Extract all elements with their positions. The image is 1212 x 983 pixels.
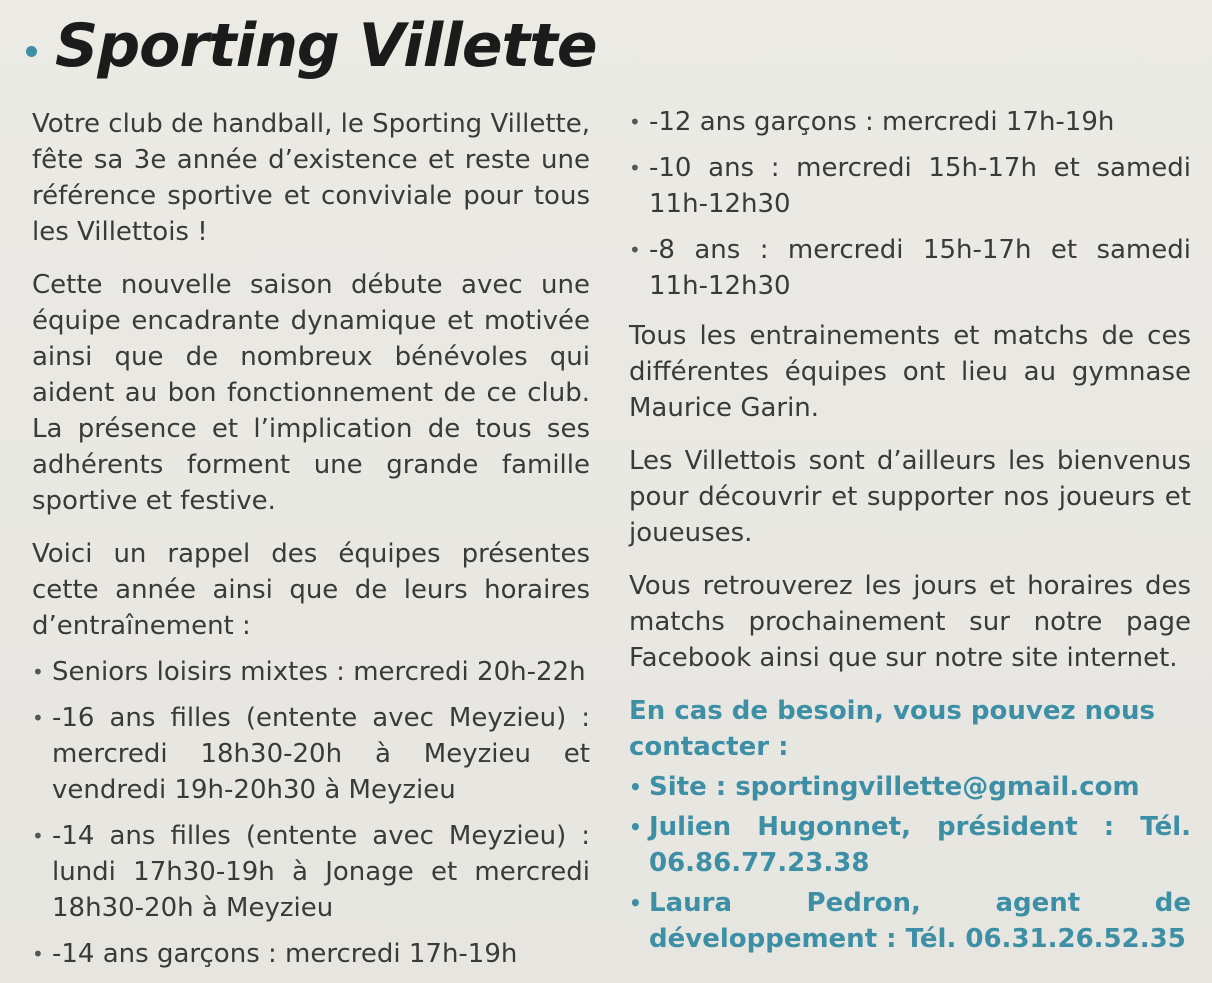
list-item: • -12 ans garçons : mercredi 17h-19h xyxy=(629,104,1191,140)
venue-paragraph: Tous les entrainements et matchs de ces différentes équipes ont lieu au gymnase Maurice Garin. xyxy=(629,321,1191,423)
schedule-paragraph: Vous retrouverez les jours et horaires des matchs prochainement sur notre page Facebook ainsi que sur notre site internet. xyxy=(629,571,1191,673)
teams-list-left xyxy=(32,654,590,972)
teams-list-right xyxy=(629,104,1191,304)
contact-president: • Julien Hugonnet, président : Tél. 06.86.77.23.38 xyxy=(629,809,1191,881)
contact-agent: • Laura Pedron, agent de développement : Tél. 06.31.26.52.35 xyxy=(629,885,1191,957)
list-item: • -16 ans filles (entente avec Meyzieu) : mercredi 18h30-20h à Meyzieu et vendredi 19h-20h30 à Meyzieu xyxy=(32,700,590,808)
teams-intro-paragraph: Voici un rappel des équipes présentes cette année ainsi que de leurs horaires d’entraînement : xyxy=(32,539,590,641)
contact-heading: En cas de besoin, vous pouvez nous contacter : xyxy=(629,696,1155,762)
list-item: • -14 ans garçons : mercredi 17h-19h xyxy=(32,936,590,972)
list-item: • -8 ans : mercredi 15h-17h et samedi 11h-12h30 xyxy=(629,232,1191,304)
list-item: • -14 ans filles (entente avec Meyzieu) : lundi 17h30-19h à Jonage et mercredi 18h30-20h à Meyzieu xyxy=(32,818,590,926)
bullet-dot-icon xyxy=(26,46,37,57)
list-item: • -10 ans : mercredi 15h-17h et samedi 11h-12h30 xyxy=(629,150,1191,222)
contact-site: • Site : sportingvillette@gmail.com xyxy=(629,769,1191,805)
title-row xyxy=(26,10,597,82)
season-paragraph: Cette nouvelle saison débute avec une équipe encadrante dynamique et motivée ainsi que de nombreux bénévoles qui aident au bon fonctionnement de ce club. La présence et l’implication de tous ses adhérents forment une grande famille sportive et festive. xyxy=(32,270,590,516)
left-column xyxy=(32,106,590,982)
contact-list xyxy=(629,769,1191,957)
list-item: • Seniors loisirs mixtes : mercredi 20h-22h xyxy=(32,654,590,690)
welcome-paragraph: Les Villettois sont d’ailleurs les bienvenus pour découvrir et supporter nos joueurs et joueuses. xyxy=(629,446,1191,548)
right-column xyxy=(629,104,1191,961)
intro-paragraph: Votre club de handball, le Sporting Villette, fête sa 3e année d’existence et reste une référence sportive et conviviale pour tous les Villettois ! xyxy=(32,109,590,247)
page-title: Sporting Villette xyxy=(55,11,597,81)
